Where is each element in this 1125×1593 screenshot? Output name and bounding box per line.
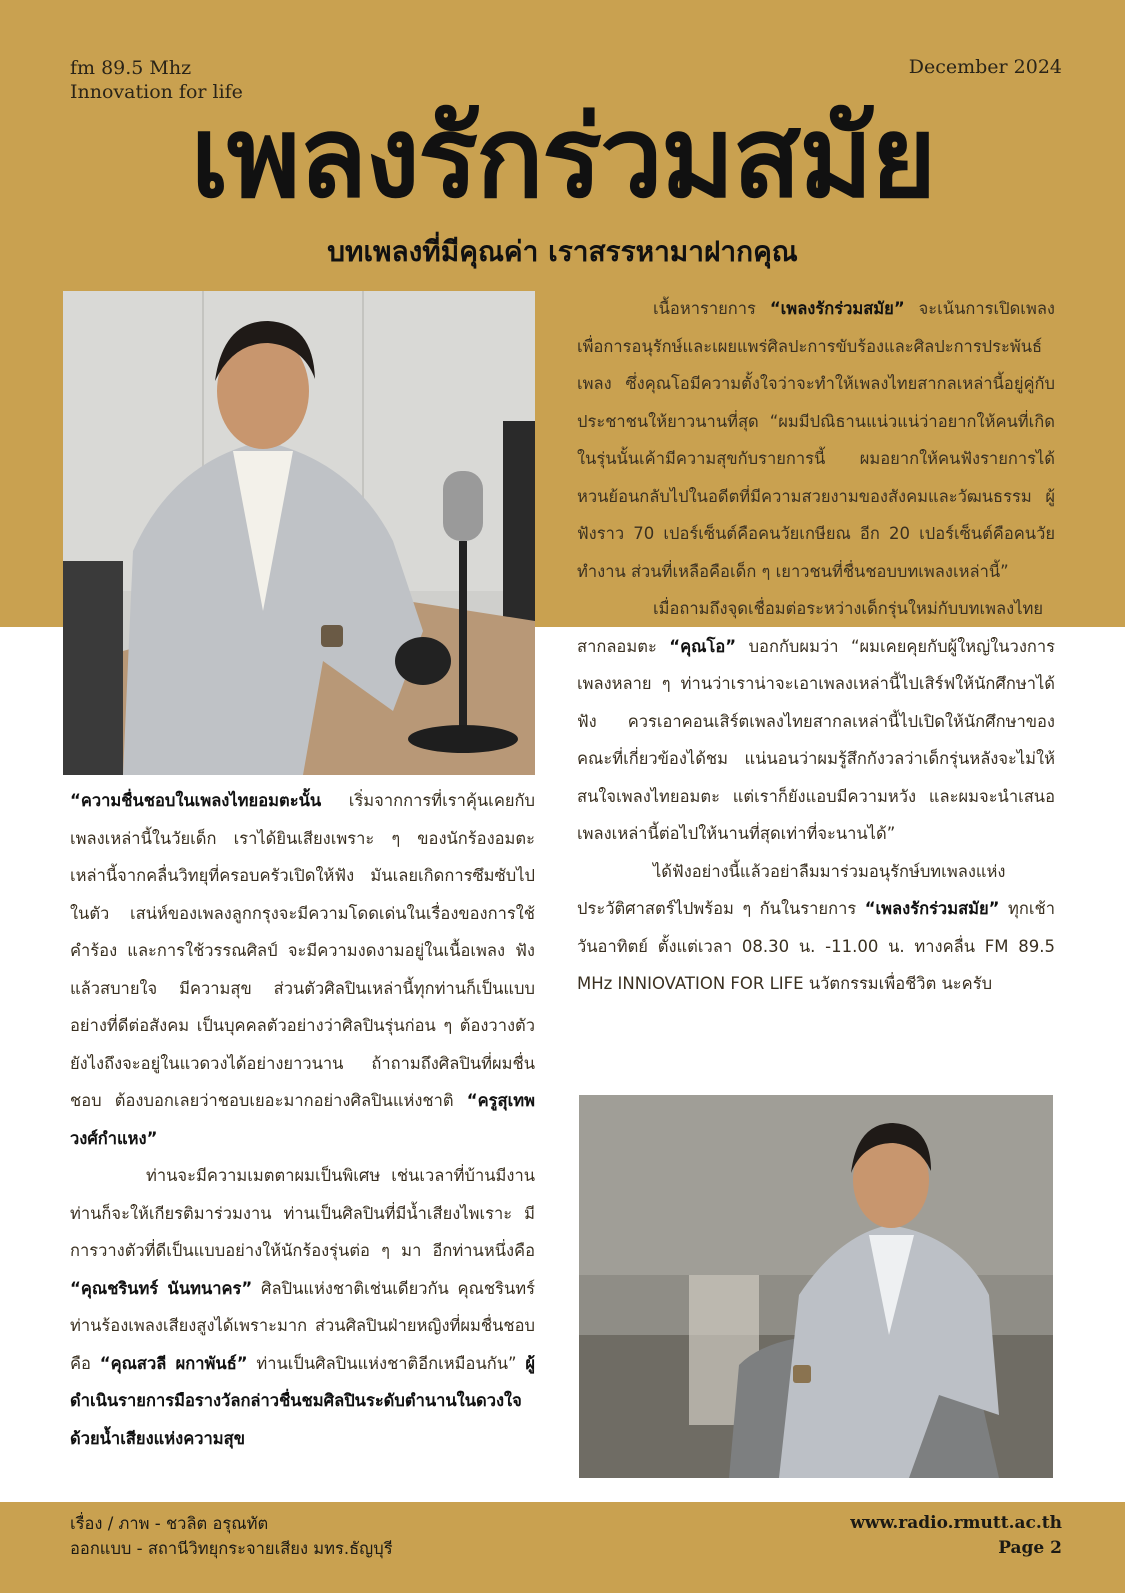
page-subtitle: บทเพลงที่มีคุณค่า เราสรรหามาฝากคุณ [327, 235, 798, 268]
host-portrait-photo [579, 1095, 1053, 1478]
article-paragraph [577, 590, 1055, 853]
artist-name-emphasis: “ครูสุเทพ วงศ์กำแหง” [70, 1091, 535, 1148]
artist-name-emphasis: “คุณชรินทร์ นันทนาคร” [70, 1278, 253, 1298]
issue-date: December 2024 [908, 56, 1062, 78]
article-paragraph [70, 1157, 535, 1457]
credit-design: ออกแบบ - สถานีวิทยุกระจายเสียง มทร.ธัญบุรี [70, 1539, 393, 1558]
page-title: เพลงรักร่วมสมัย [190, 93, 935, 223]
credits [70, 1511, 393, 1561]
paragraph-text: ได้ฟังอย่างนี้แล้วอย่าลืมมาร่วมอนุรักษ์บทเพลงแห่งประวัติศาสตร์ไปพร้อม ๆ กันในรายการ [577, 861, 1006, 918]
paragraph-text: เมื่อถามถึงจุดเชื่อมต่อระหว่างเด็กรุ่นใหม่กับบทเพลงไทยสากลอมตะ [577, 599, 1044, 656]
paragraph-text: เนื้อหารายการ [653, 299, 770, 318]
paragraph-text: ศิลปินแห่งชาติเช่นเดียวกัน คุณชรินทร์ท่านร้องเพลงเสียงสูงได้เพราะมาก ส่วนศิลปินฝ่ายหญิงที่ผมชื่นชอบคือ [70, 1278, 535, 1373]
page-number: Page 2 [998, 1538, 1062, 1558]
paragraph-text: บอกกับผมว่า “ผมเคยคุยกับผู้ใหญ่ในวงการเพลงหลาย ๆ ท่านว่าเราน่าจะเอาเพลงเหล่านี้ไปเสิร์ฟให้นักศึกษาได้ฟัง ควรเอาคอนเสิร์ตเพลงไทยสากลเหล่านี้ไปเปิดให้นักศึกษาของคณะที่เกี่ยวข้องได้ชม แน่นอนว่าผมรู้สึกกังวลว่าเด็กรุ่นหลังจะไม่ให้สนใจเพลงไทยอมตะ แต่เราก็ยังแอบมีความหวัง และผมจะนำเสนอเพลงเหล่านี้ต่อไปให้นานที่สุดเท่าที่จะนานได้” [577, 636, 1055, 843]
credit-story-photo: เรื่อง / ภาพ - ชวลิต อรุณทัต [70, 1514, 269, 1533]
paragraph-text: จะเน้นการเปิดเพลงเพื่อการอนุรักษ์และเผยแพร่ศิลปะการขับร้องและศิลปะการประพันธ์เพลง ซึ่งคุณโอมีความตั้งใจว่าจะทำให้เพลงไทยสากลเหล่านี้อยู่คู่กับประชาชนให้ยาวนานที่สุด “ผมมีปณิธานแน่วแน่ว่าอยากให้คนที่เกิดในรุ่นนั้นเค้ามีความสุขกับรายการนี้ ผมอยากให้คนฟังรายการได้หวนย้อนกลับไปในอดีตที่มีความสวยงามของสังคมและวัฒนธรรม ผู้ฟังราว 70 เปอร์เซ็นต์คือคนวัยเกษียณ อีก 20 เปอร์เซ็นต์คือคนวัยทำงาน ส่วนที่เหลือคือเด็ก ๆ เยาวชนที่ชื่นชอบบทเพลงเหล่านี้” [577, 299, 1055, 581]
station-slogan: Innovation for life [70, 81, 243, 103]
footer-right [850, 1511, 1062, 1561]
article-paragraph [577, 290, 1055, 590]
paragraph-text: ท่านเป็นศิลปินแห่งชาติอีกเหมือนกัน” [247, 1353, 526, 1373]
paragraph-text: ท่านจะมีความเมตตาผมเป็นพิเศษ เช่นเวลาที่บ้านมีงาน ท่านก็จะให้เกียรติมาร่วมงาน ท่านเป็นศิลปินที่มีน้ำเสียงไพเราะ มีการวางตัวที่ดีเป็นแบบอย่างให้นักร้องรุ่นต่อ ๆ มา อีกท่านหนึ่งคือ [70, 1166, 535, 1260]
quote-emphasis: “ความชื่นชอบในเพลงไทยอมตะนั้น [70, 791, 322, 810]
right-column-article [577, 290, 1055, 1003]
host-studio-photo [63, 291, 535, 775]
paragraph-text: ทุกเช้าวันอาทิตย์ ตั้งแต่เวลา 08.30 น. -11.00 น. ทางคลื่น FM 89.5 MHz INNIOVATION FOR LIFE นวัตกรรมเพื่อชีวิต นะครับ [577, 899, 1055, 993]
article-paragraph [70, 782, 535, 1157]
closing-emphasis: ผู้ดำเนินรายการมือรางวัลกล่าวชื่นชมศิลปินระดับตำนานในดวงใจด้วยน้ำเสียงแห่งความสุข [70, 1353, 535, 1448]
article-paragraph [577, 853, 1055, 1003]
website-link[interactable]: www.radio.rmutt.ac.th [850, 1513, 1062, 1533]
station-frequency: fm 89.5 Mhz [70, 57, 192, 79]
program-name-emphasis: “เพลงรักร่วมสมัย” [769, 299, 905, 318]
host-name-emphasis: “คุณโอ” [669, 636, 737, 656]
program-name-emphasis: “เพลงรักร่วมสมัย” [864, 899, 1000, 918]
paragraph-text: เริ่มจากการที่เราคุ้นเคยกับเพลงเหล่านี้ในวัยเด็ก เราได้ยินเสียงเพราะ ๆ ของนักร้องอมตะเหล่านี้จากคลื่นวิทยุที่ครอบครัวเปิดให้ฟัง มันเลยเกิดการซึมซับไปในตัว เสน่ห์ของเพลงลูกกรุงจะมีความโดดเด่นในเรื่องของการใช้คำร้อง และการใช้วรรณศิลป์ จะมีความงดงามอยู่ในเนื้อเพลง ฟังแล้วสบายใจ มีความสุข ส่วนตัวศิลปินเหล่านี้ทุกท่านก็เป็นแบบอย่างที่ดีต่อสังคม เป็นบุคคลตัวอย่างว่าศิลปินรุ่นก่อน ๆ ต้องวางตัวยังไงถึงจะอยู่ในแวดวงได้อย่างยาวนาน ถ้าถามถึงศิลปินที่ผมชื่นชอบ ต้องบอกเลยว่าชอบเยอะมากอย่างศิลปินแห่งชาติ [70, 791, 535, 1110]
artist-name-emphasis: “คุณสวลี ผกาพันธ์” [99, 1353, 248, 1373]
left-column-article [70, 782, 535, 1457]
